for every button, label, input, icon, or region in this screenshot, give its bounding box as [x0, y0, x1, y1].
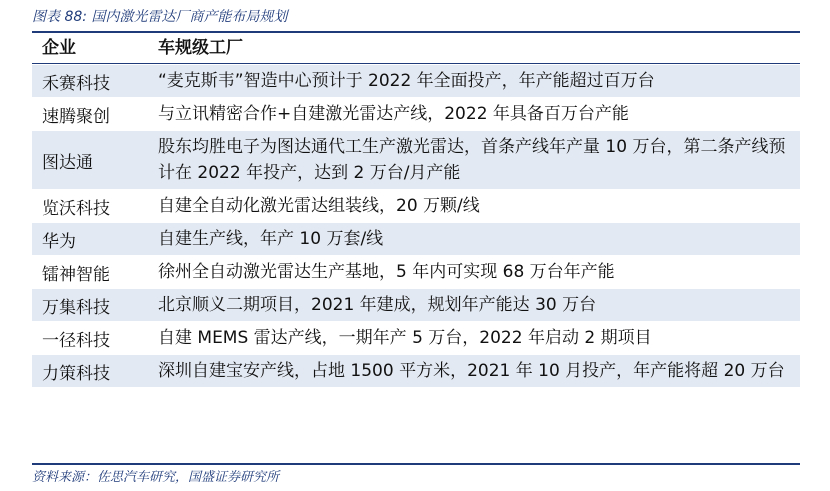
company-cell: 一径科技 — [42, 330, 110, 351]
table-top-rule — [32, 31, 800, 33]
company-cell: 速腾聚创 — [42, 106, 110, 127]
company-cell: 镭神智能 — [42, 264, 110, 285]
table-row — [32, 322, 800, 355]
factory-cell: 股东均胜电子为图达通代工生产激光雷达，首条产线年产量 10 万台，第二条产线预计在 2022 年投产，达到 2 万台/月产能 — [158, 137, 786, 183]
table-row — [32, 190, 800, 223]
table-row — [32, 223, 800, 256]
source-note: 资料来源：佐思汽车研究，国盛证券研究所 — [32, 470, 280, 485]
table-body — [32, 65, 800, 388]
figure-caption: 图表 88: 国内激光雷达厂商产能布局规划 — [32, 9, 288, 25]
factory-cell: 自建 MEMS 雷达产线，一期年产 5 万台，2022 年启动 2 期项目 — [158, 328, 652, 348]
company-cell: 图达通 — [42, 152, 93, 173]
table-header-rule — [32, 63, 800, 64]
factory-cell: 北京顺义二期项目，2021 年建成，规划年产能达 30 万台 — [158, 295, 597, 315]
table-row — [32, 256, 800, 289]
factory-cell: 自建全自动化激光雷达组装线，20 万颗/线 — [158, 196, 480, 216]
table-row — [32, 131, 800, 190]
factory-cell: “麦克斯韦”智造中心预计于 2022 年全面投产，年产能超过百万台 — [158, 71, 655, 91]
table-row — [32, 65, 800, 98]
company-cell: 力策科技 — [42, 363, 110, 384]
table-row — [32, 289, 800, 322]
table-bottom-rule — [32, 463, 800, 465]
company-cell: 禾赛科技 — [42, 73, 110, 94]
company-cell: 华为 — [42, 231, 76, 252]
table-row — [32, 355, 800, 388]
header-company: 企业 — [42, 38, 76, 58]
company-cell: 览沃科技 — [42, 198, 110, 219]
factory-cell: 徐州全自动激光雷达生产基地，5 年内可实现 68 万台年产能 — [158, 262, 615, 282]
table-row — [32, 98, 800, 131]
factory-cell: 自建生产线，年产 10 万套/线 — [158, 229, 384, 249]
company-cell: 万集科技 — [42, 297, 110, 318]
factory-cell: 与立讯精密合作+自建激光雷达产线，2022 年具备百万台产能 — [158, 104, 629, 124]
factory-cell: 深圳自建宝安产线，占地 1500 平方米，2021 年 10 月投产，年产能将超 20 万台 — [158, 361, 785, 381]
header-factory: 车规级工厂 — [158, 38, 243, 58]
